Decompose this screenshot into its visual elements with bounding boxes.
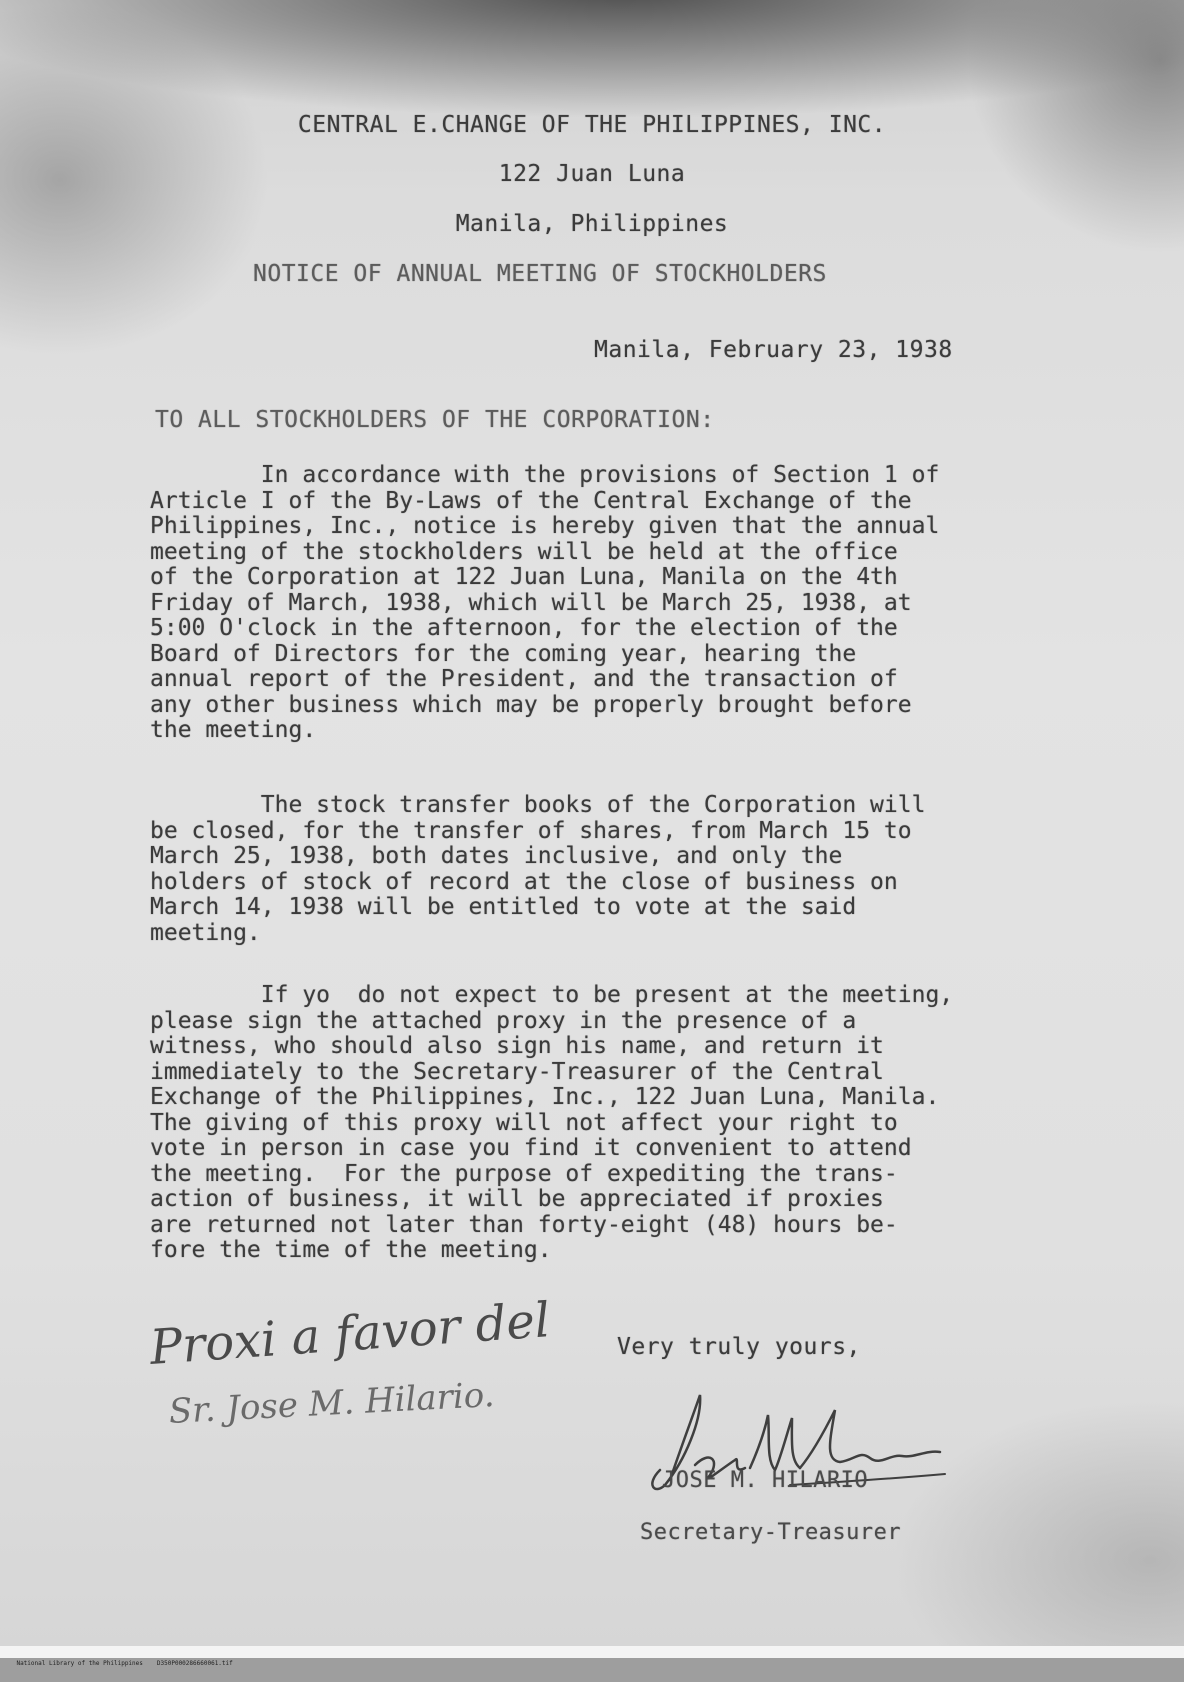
paragraph-line: be closed, for the transfer of shares, from March 15 to	[150, 817, 912, 844]
handwritten-note-line1: Proxi a favor del	[148, 1292, 552, 1376]
salutation: TO ALL STOCKHOLDERS OF THE CORPORATION:	[155, 407, 715, 433]
paragraph-line: annual report of the President, and the transaction of	[150, 666, 898, 692]
closing: Very truly yours,	[617, 1334, 861, 1360]
paragraph-transfer-books	[150, 793, 1050, 946]
paragraph-line: meeting of the stockholders will be held at the office	[150, 538, 898, 565]
paragraph-line: Board of Directors for the coming year, hearing the	[150, 640, 857, 667]
paragraph-line: any other business which may be properly brought before	[150, 691, 912, 718]
paragraph-line: witness, who should also sign his name, and return it	[150, 1033, 884, 1059]
company-street: 122 Juan Luna	[498, 161, 686, 187]
paragraph-line: fore the time of the meeting.	[150, 1237, 552, 1263]
paragraph-line: of the Corporation at 122 Juan Luna, Manila on the 4th	[150, 564, 898, 590]
paragraph-line: If yo do not expect to be present at the meeting,	[150, 982, 954, 1008]
notice-title: NOTICE OF ANNUAL MEETING OF STOCKHOLDERS	[253, 261, 827, 287]
paragraph-line: the meeting. For the purpose of expediting the trans-	[150, 1160, 898, 1187]
paragraph-line: action of business, it will be appreciated if proxies	[150, 1186, 884, 1212]
signer-name: JOSE M. HILARIO	[662, 1468, 869, 1493]
paragraph-line: holders of stock of record at the close of business on	[150, 868, 898, 895]
archive-name: National Library of the Philippines	[16, 1660, 143, 1667]
paragraph-line: March 25, 1938, both dates inclusive, and only the	[150, 843, 843, 869]
paragraph-meeting	[150, 463, 1050, 744]
paragraph-line: please sign the attached proxy in the presence of a	[150, 1007, 857, 1034]
paragraph-line: The giving of this proxy will not affect your right to	[150, 1109, 898, 1136]
signer-title: Secretary-Treasurer	[640, 1520, 902, 1545]
paragraph-line: Friday of March, 1938, which will be March 25, 1938, at	[150, 589, 912, 616]
archive-filename: D350P000286660061.tif	[156, 1660, 233, 1667]
paragraph-line: The stock transfer books of the Corporation will	[150, 792, 926, 818]
handwritten-note-line2: Sr. Jose M. Hilario.	[167, 1375, 496, 1432]
paragraph-line: Article I of the By-Laws of the Central Exchange of the	[150, 487, 912, 514]
company-name: CENTRAL E.CHANGE OF THE PHILIPPINES, INC.	[297, 112, 887, 138]
paragraph-line: are returned not later than forty-eight (48) hours be-	[150, 1211, 898, 1238]
paragraph-line: 5:00 O'clock in the afternoon, for the election of the	[150, 615, 898, 641]
company-city: Manila, Philippines	[455, 211, 729, 237]
paragraph-line: the meeting.	[150, 717, 317, 743]
paragraph-line: Exchange of the Philippines, Inc., 122 Juan Luna, Manila.	[150, 1084, 940, 1110]
paragraph-line: immediately to the Secretary-Treasurer of the Central	[150, 1058, 884, 1085]
paragraph-line: vote in person in case you find it convenient to attend	[150, 1135, 912, 1161]
paragraph-line: In accordance with the provisions of Section 1 of	[150, 462, 940, 488]
paragraph-proxy	[150, 983, 1050, 1264]
date-line: Manila, February 23, 1938	[594, 337, 953, 363]
paragraph-line: Philippines, Inc., notice is hereby given that the annual	[150, 513, 940, 539]
paragraph-line: March 14, 1938 will be entitled to vote at the said	[150, 894, 857, 920]
archive-footer	[0, 1646, 1184, 1667]
paragraph-line: meeting.	[150, 919, 261, 946]
